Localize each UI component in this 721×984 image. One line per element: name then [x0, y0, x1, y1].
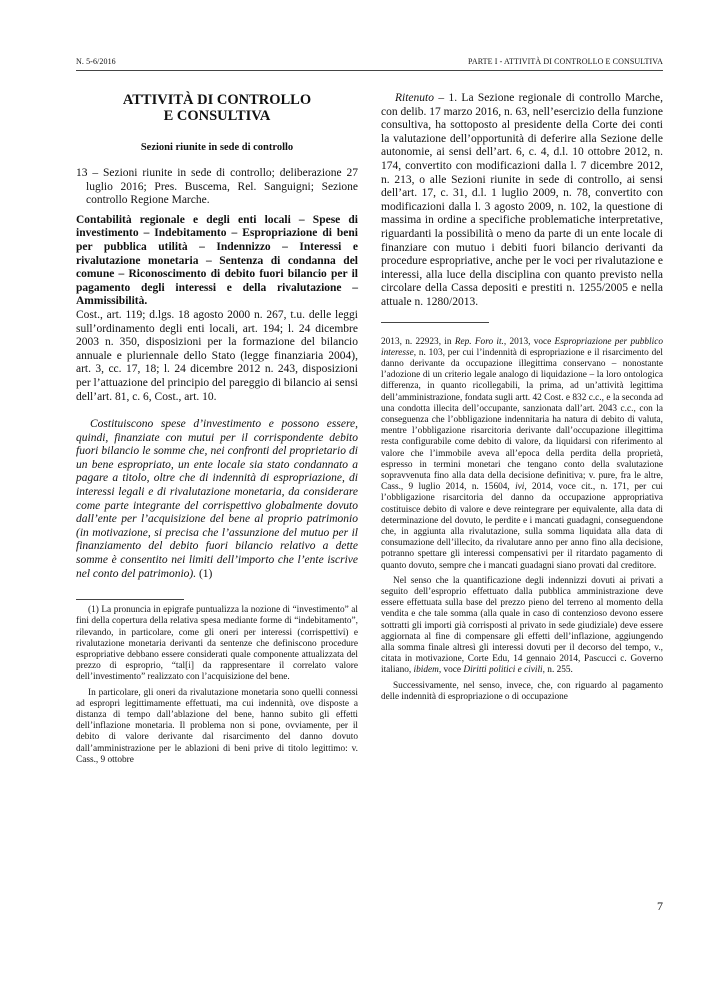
fn-text: , 2013, voce	[503, 336, 555, 347]
ritenuto-text: – 1. La Sezione regionale di controllo Marche, con delib. 17 marzo 2016, n. 63, nell’esercizio della funzione consultiva, ha sottoposto al presidente della Corte dei conti la valutazione dell’opportunità di deferire alla Sezione delle autonomie, ai sensi dell’art. 6, c. 4, d.l. 10 ottobre 2012, n. 174, convertito con modificazioni dalla l. 7 dicembre 2012, n. 213, o alle Sezioni riunite in sede di controllo, ai sensi dell’art. 17, c. 31, d.l. 1 luglio 2009, n. 78, convertito con modificazioni dalla l. 3 agosto 2009, n. 102, la questione di massima in ordine a specifiche problematiche interpretative, riguardanti la possibilità o meno da parte di un ente locale di finanziare con mutuo i debiti fuori bilancio derivanti da procedure espropriative, anche per le voci per rivalutazione e interessi, alla luce della disciplina con quanto previsto nella circolare della Cassa depositi e prestiti n. 1255/2005 e nella attuale n. 1280/2013.	[381, 92, 663, 308]
footnote-rule	[76, 599, 184, 600]
section-title: Sezioni riunite in sede di controllo	[140, 142, 294, 153]
massima-text	[76, 418, 358, 581]
footnote-right-2	[381, 576, 663, 677]
ritenuto-paragraph	[381, 92, 663, 310]
page-title	[76, 92, 358, 124]
massima-text-body: Costituiscono spese d’investimento e possono essere, quindi, finanziate con mutui per il corrispondente debito fuori bilancio le somme che, nei confronti del proprietario di un bene espropriato, un ente locale sia stato condannato a pagare a titolo, oltre che di indennità di espropriazione, di interessi legali e di rivalutazione monetaria, da considerare come parte integrante del corrispettivo globalmente dovuto dall’ente per l’acquisizione del bene al proprio patrimonio (in motivazione, si precisa che l’assunzione del mutuo per il finanziamento del debito fuori bilancio relativo a dette somme è consentito nei limiti dell’importo che l’ente iscrive nel conto del patrimonio).	[76, 418, 358, 580]
fn-text: , n. 255.	[542, 665, 573, 676]
case-reference: 13 – Sezioni riunite in sede di controllo; deliberazione 27 luglio 2016; Pres. Buscema, Rel. Sanguigni; Sezione controllo Regione Marche.	[76, 167, 358, 207]
fn-ibidem: ibidem	[413, 665, 439, 676]
footnote-left-1: (1) La pronuncia in epigrafe puntualizza la nozione di “investimento” al fini della copertura della relativa spesa mediante forme di “indebitamento”, rilevando, in particolare, come gli oneri per interessi (corrispettivi) e rivalutazione monetaria derivanti da sentenze che definiscono procedure espropriative debbano essere considerati quale componente attualizzata del prezzo di esproprio, “tal[i] da rappresentare il correlato valore dell’investimento” realizzato con l’acquisizione del bene.	[76, 605, 358, 683]
page-number: 7	[657, 899, 663, 913]
fn-text: , voce	[438, 665, 464, 676]
fn-ivi: ivi	[515, 482, 525, 493]
footnote-right-1	[381, 337, 663, 572]
footnote-left-2: In particolare, gli oneri da rivalutazione monetaria sono quelli connessi ad espropri legittimamente effettuati, ma cui indennità, ove disposte a distanza di tempo dall’ablazione del bene, hanno subito gli effetti dell’inflazione monetaria. Il problema non si pone, ovviamente, per il debito di valore derivante dal risarcimento del danno dovuto dall’amministrazione per le ablazioni di beni prive di titolo legittimo: v. Cass., 9 ottobre	[76, 687, 358, 765]
page-title-line2: E CONSULTIVA	[163, 108, 271, 124]
footnote-rule-right	[381, 322, 489, 323]
running-header-section: PARTE I - ATTIVITÀ DI CONTROLLO E CONSULTIVA	[468, 57, 663, 66]
norms-cited: Cost., art. 119; d.lgs. 18 agosto 2000 n. 267, t.u. delle leggi sull’ordinamento degli enti locali, art. 194; l. 24 dicembre 2003 n. 350, disposizioni per la formazione del bilancio annuale e pluriennale dello Stato (legge finanziaria 2004), art. 3, cc. 17, 18; l. 24 dicembre 2012 n. 243, disposizioni per l’attuazione del principio del pareggio di bilancio ai sensi dell’art. 81, c. 6, Cost., art. 10.	[76, 308, 358, 403]
footnote-ref: (1)	[198, 567, 213, 580]
header-rule	[76, 70, 663, 71]
footnote-right-3: Successivamente, nel senso, invece, che, con riguardo al pagamento delle indennità di espropriazione o di occupazione	[381, 680, 663, 702]
page-title-line1: ATTIVITÀ DI CONTROLLO	[122, 92, 312, 108]
fn-text: Nel senso che la quantificazione degli indennizzi dovuti ai privati a seguito dell’esproprio effettuato dalla pubblica amministrazione deve essere effettuata sulla base del prezzo pieno del terreno al momento della vendita e che tale somma (alla quale in caso di contenzioso devono essere sottratti gli importi già corrisposti al privato in sede giudiziale) deve essere aggiornata al fine di compensare gli effetti dell’inflazione, aggiungendo alla somma finale altresì gli interessi dovuti per il decorso del tempo, v., citata in motivazione, Corte Edu, 14 gennaio 2014, Pascucci c. Governo italiano,	[381, 575, 663, 676]
fn-entry: Espropriazione per pubblico interesse	[381, 336, 663, 358]
fn-text: 2013, n. 22923, in	[381, 336, 455, 347]
ritenuto-label: Ritenuto	[395, 92, 434, 104]
massima-headnote: Contabilità regionale e degli enti locali – Spese di investimento – Indebitamento – Espropriazione di beni per pubblica utilità – Indennizzo – Interessi e rivalutazione monetaria – Sentenza di condanna del comune – Riconoscimento di debito fuori bilancio per il pagamento degli interessi e della rivalutazione – Ammissibilità.	[76, 213, 358, 308]
left-column	[76, 92, 358, 770]
fn-text: , 2014, voce cit., n. 171, per cui l’obbligazione risarcitoria del danno da occupazione appropriativa costituisce debito di valore e deve reintegrare per equivalente, alla data di determinazione del dovuto, le perdite e i mancati guadagni, conseguendone che, in aggiunta alla rivalutazione, sulla somma liquidata alla data di consumazione dell’illecito, da rivalutare anno per anno fino alla decisione, potranno spettare gli interessi compensativi per il ritardato pagamento di quanto dovuto, sempre che i mancati guadagni siano provati dal creditore.	[381, 482, 663, 571]
running-header-issue: N. 5-6/2016	[76, 57, 116, 66]
fn-entry: Diritti politici e civili	[463, 665, 543, 676]
fn-text: , n. 103, per cui l’indennità di espropriazione e il risarcimento del danno derivante da occupazione illegittima conservano – nonostante l’adozione di un criterio legale analogo di liquidazione – la loro ontologica differenza, in quanto ricollegabili, la prima, ad un’attività legittima dell’amministrazione, fondata sugli artt. 42 Cost. e 832 c.c., e la seconda ad una condotta illecita dell’occupante, sanzionata dall’art. 2043 c.c., con la conseguenza che l’obbligazione indennitaria ha natura di debito di valuta, mentre l’obbligazione risarcitoria derivante dall’occupazione illegittima resta configurabile come debito di valore, da liquidarsi con riferimento al valore che l’immobile aveva all’epoca della perdita della proprietà, espresso in termini monetari che tengano conto della svalutazione sopravvenuta fino alla data della decisione definitiva; v. pure, fra le altre, Cass., 9 luglio 2014, n. 15604,	[381, 347, 663, 493]
right-column	[381, 92, 663, 707]
fn-source: Rep. Foro it.	[454, 336, 504, 347]
